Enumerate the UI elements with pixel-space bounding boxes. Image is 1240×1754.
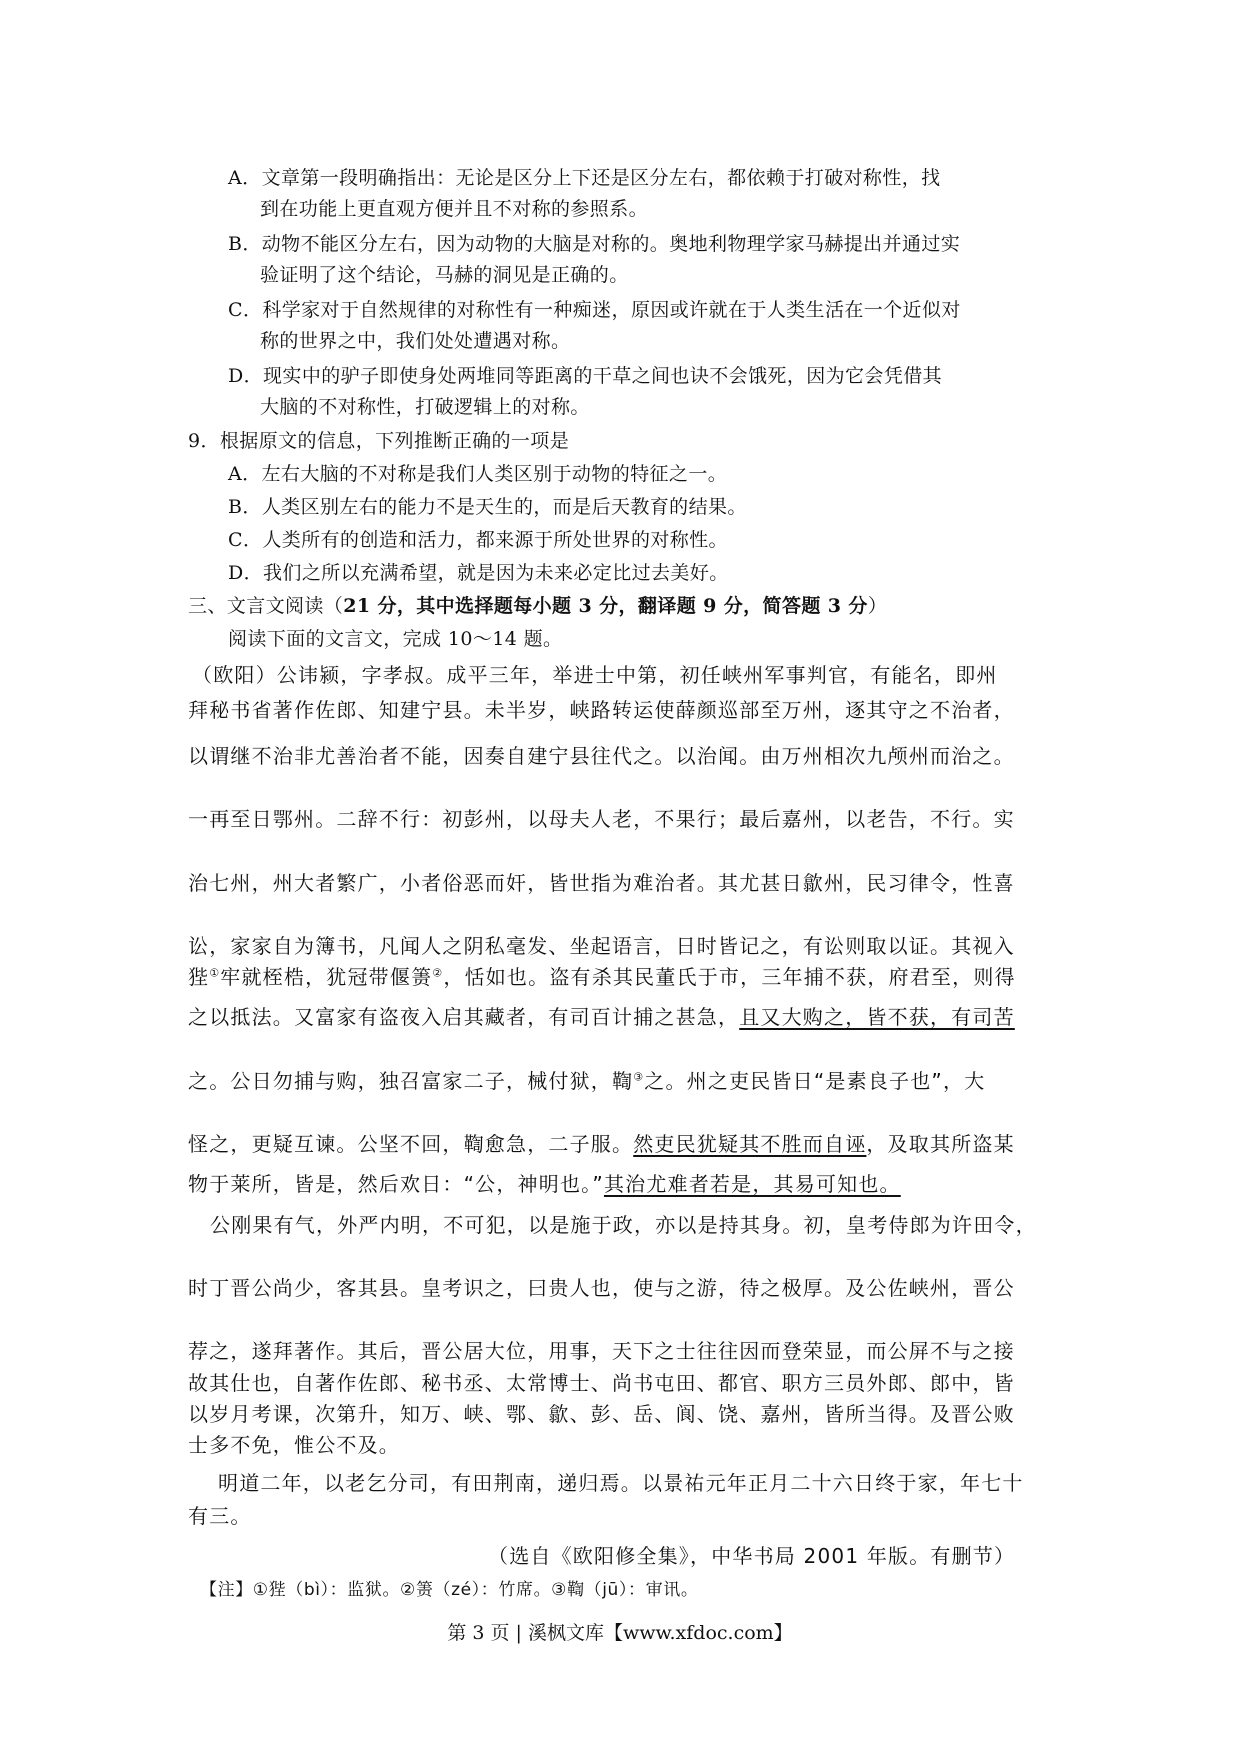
passage-line-9-a: 之。公日勿捕与购，独召富家二子，械付狱，鞫 (188, 1069, 634, 1093)
passage-line-10-b: ，及取其所盗某 (866, 1132, 1015, 1156)
passage-line-7-c: ，恬如也。盗有杀其民董氏于市，三年捕不获，府君至，则得 (443, 965, 1016, 989)
underlined-sentence-2: 然吏民犹疑其不胜而自诬 (633, 1132, 867, 1156)
passage-line-16: 以岁月考课，次第升，知万、峡、鄂、歙、彭、岳、阆、饶、嘉州，皆所当得。及晋公败 (188, 1402, 1015, 1426)
passage-line-13: 时丁晋公尚少，客其县。皇考识之，曰贵人也，使与之游，待之极厚。及公佐峡州，晋公 (188, 1276, 1015, 1300)
passage-line-7 (188, 965, 1016, 989)
q8-option-b-line2: 验证明了这个结论，马赫的洞见是正确的。 (260, 264, 629, 286)
q9-option-b: B．人类区别左右的能力不是天生的，而是后天教育的结果。 (228, 496, 747, 518)
passage-line-6: 讼，家家自为簿书，凡闻人之阴私毫发、坐起语言，日时皆记之，有讼则取以证。其视入 (188, 934, 1015, 958)
passage-line-9 (188, 1069, 985, 1093)
underlined-sentence-3: 其治尤难者若是，其易可知也。 (603, 1172, 901, 1196)
passage-line-10-a: 怪之，更疑互谏。公坚不回，鞫愈急，二子服。 (188, 1132, 634, 1156)
q8-option-a-line1: A．文章第一段明确指出：无论是区分上下还是区分左右，都依赖于打破对称性，找 (228, 167, 941, 189)
passage-line-4: 一再至日鄂州。二辞不行：初彭州，以母夫人老，不果行；最后嘉州，以老告，不行。实 (188, 807, 1015, 831)
underlined-sentence-1: 且又大购之，皆不获，有司苦 (739, 1005, 1015, 1029)
passage-line-5: 治七州，州大者繁广，小者俗恶而奸，皆世指为难治者。其尤甚日歙州，民习律令，性喜 (188, 871, 1015, 895)
q8-option-c-line1: C．科学家对于自然规律的对称性有一种痴迷，原因或许就在于人类生活在一个近似对 (228, 299, 961, 321)
section-3-title-prefix: 三、文言文阅读（ (188, 595, 344, 617)
passage-line-15: 故其仕也，自著作佐郎、秘书丞、太常博士、尚书屯田、都官、职方三员外郎、郎中，皆 (188, 1371, 1015, 1395)
passage-line-17: 士多不免，惟公不及。 (188, 1433, 400, 1457)
section-3-instruction: 阅读下面的文言文，完成 10～14 题。 (228, 628, 563, 650)
q9-option-c: C．人类所有的创造和活力，都来源于所处世界的对称性。 (228, 529, 728, 551)
q8-option-d-line1: D．现实中的驴子即使身处两堆同等距离的干草之间也诀不会饿死，因为它会凭借其 (228, 365, 943, 387)
passage-line-11-a: 物于莱所，皆是，然后欢日：“公，神明也。” (188, 1172, 604, 1196)
passage-line-9-b: 之。州之吏民皆日“是素良子也”，大 (644, 1069, 986, 1093)
passage-line-18: 明道二年，以老乞分司，有田荆南，递归焉。以景祐元年正月二十六日终于家，年七十 (218, 1471, 1024, 1495)
q9-stem: 9．根据原文的信息，下列推断正确的一项是 (188, 430, 570, 452)
passage-line-7-a: 狴 (188, 965, 210, 989)
q8-option-d-line2: 大脑的不对称性，打破逻辑上的对称。 (260, 396, 590, 418)
passage-line-11 (188, 1172, 901, 1196)
passage-line-8-a: 之以抵法。又富家有盗夜入启其藏者，有司百计捕之甚急， (188, 1005, 740, 1029)
q9-option-d: D．我们之所以充满希望，就是因为未来必定比过去美好。 (228, 562, 729, 584)
q8-option-b-line1: B．动物不能区分左右，因为动物的大脑是对称的。奥地利物理学家马赫提出并通过实 (228, 233, 961, 255)
section-3-title-suffix: ） (867, 595, 888, 617)
section-3-title-bold: 21 分，其中选择题每小题 3 分，翻译题 9 分，简答题 3 分 (343, 595, 868, 617)
passage-line-12: 公刚果有气，外严内明，不可犯，以是施于政，亦以是持其身。初，皇考侍郎为许田令， (210, 1213, 1037, 1237)
q8-option-c-line2: 称的世界之中，我们处处遭遇对称。 (260, 330, 571, 352)
passage-line-7-b: 牢就桎梏，犹冠带偃箦 (220, 965, 433, 989)
passage-line-2: 拜秘书省著作佐郎、知建宁县。未半岁，峡路转运使薛颜巡部至万州，逐其守之不治者， (188, 698, 1015, 722)
passage-line-3: 以谓继不治非尤善治者不能，因奏自建宁县往代之。以治闻。由万州相次九颅州而治之。 (188, 744, 1015, 768)
passage-source: （选自《欧阳修全集》，中华书局 2001 年版。有删节） (488, 1544, 1016, 1568)
passage-footnotes: 【注】①狴（bì）：监狱。②箦（zé）：竹席。③鞫（jū）：审讯。 (200, 1580, 699, 1600)
page-footer: 第 3 页 | 溪枫文库【www.xfdoc.com】 (447, 1622, 793, 1644)
q8-option-a-line2: 到在功能上更直观方便并且不对称的参照系。 (260, 198, 649, 220)
note-ref-2: ② (432, 966, 444, 980)
passage-line-19: 有三。 (188, 1504, 252, 1528)
q9-option-a: A．左右大脑的不对称是我们人类区别于动物的特征之一。 (228, 463, 728, 485)
passage-line-8 (188, 1005, 1015, 1029)
passage-line-1: （欧阳）公讳颍，字孝叔。成平三年，举进士中第，初任峡州军事判官，有能名，即州 (192, 663, 998, 687)
passage-line-14: 荐之，遂拜著作。其后，晋公居大位，用事，天下之士往往因而登荣显，而公屏不与之接 (188, 1339, 1015, 1363)
note-ref-3: ③ (633, 1070, 645, 1084)
note-ref-1: ① (209, 966, 221, 980)
passage-line-10 (188, 1132, 1015, 1156)
section-3-title (188, 594, 887, 618)
